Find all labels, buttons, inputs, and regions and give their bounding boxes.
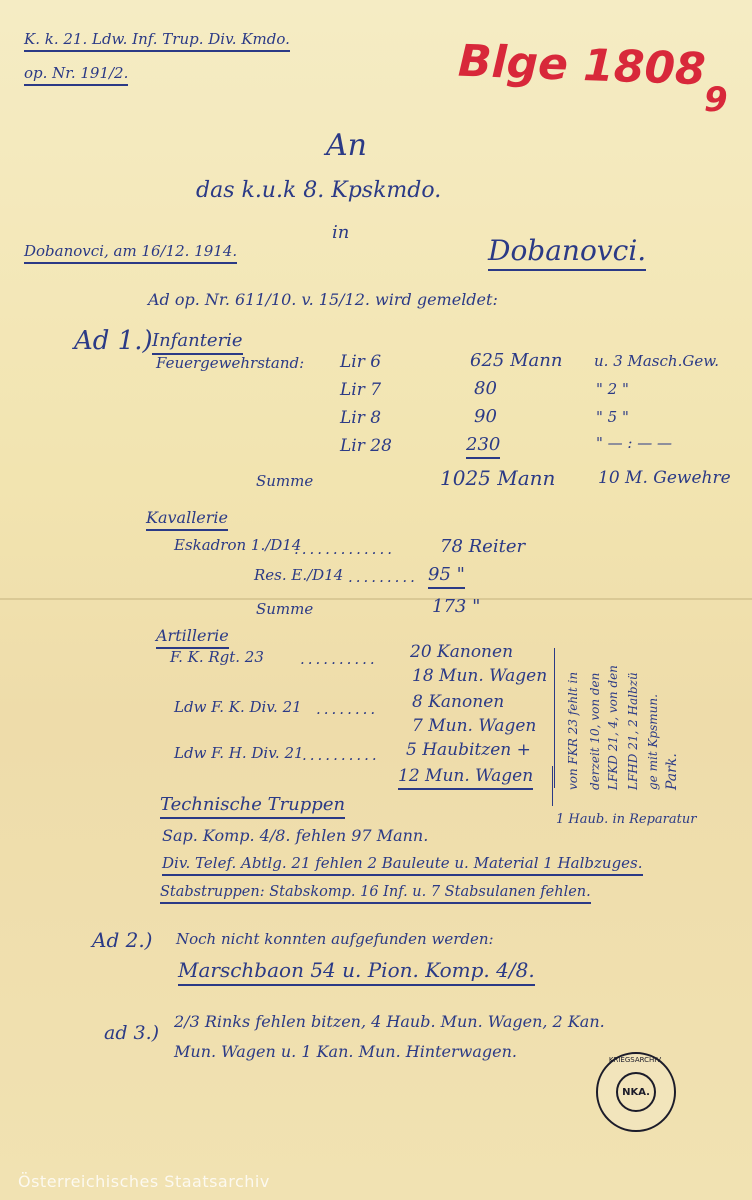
infantry-value: 230 <box>466 434 500 459</box>
cavalry-sum-label: Summe <box>256 600 314 618</box>
artillery-value: 12 Mun. Wagen <box>398 766 533 790</box>
artillery-unit: Ldw F. H. Div. 21 <box>174 744 304 762</box>
artillery-unit: F. K. Rgt. 23 <box>170 648 264 666</box>
stamp-ring-text: KRIEGSARCHIV <box>608 1056 662 1064</box>
artillery-value: 7 Mun. Wagen <box>412 716 537 736</box>
address-an: An <box>326 128 367 163</box>
unit-heading: K. k. 21. Ldw. Inf. Trup. Div. Kmdo. <box>24 30 290 52</box>
address-in: in <box>332 222 350 243</box>
infantry-row-label: Feuergewehrstand: <box>156 354 305 372</box>
artillery-side-note: derzeit 10, von den <box>588 672 602 790</box>
cavalry-unit: Res. E./D14 <box>254 566 344 584</box>
paper-fold <box>0 598 752 600</box>
infantry-extra: " 2 " <box>596 380 629 398</box>
section2-line: Marschbaon 54 u. Pion. Komp. 4/8. <box>178 958 535 986</box>
section2-label: Ad 2.) <box>92 928 153 952</box>
artillery-unit: Ldw F. K. Div. 21 <box>174 698 302 716</box>
cavalry-unit: Eskadron 1./D14 <box>174 536 302 554</box>
artillery-value: 5 Haubitzen + <box>406 740 531 760</box>
infantry-unit: Lir 7 <box>340 380 382 400</box>
infantry-extra: " — : — — <box>596 434 673 452</box>
cavalry-value: 78 Reiter <box>440 536 526 557</box>
reserve-note: 1 Haub. in Reparatur <box>556 812 697 827</box>
artillery-leader: .......... <box>300 650 378 668</box>
note-arrow <box>552 766 559 806</box>
infantry-unit: Lir 8 <box>340 408 382 428</box>
section3-line: 2/3 Rinks fehlen bitzen, 4 Haub. Mun. Wagen, 2 Kan. <box>174 1012 605 1031</box>
watermark: Österreichisches Staatsarchiv <box>18 1172 270 1191</box>
infantry-unit: Lir 28 <box>340 436 392 456</box>
infantry-extra: " 5 " <box>596 408 629 426</box>
technical-line: Stabstruppen: Stabskomp. 16 Inf. u. 7 Stabsulanen fehlen. <box>160 884 591 904</box>
technical-line: Sap. Komp. 4/8. fehlen 97 Mann. <box>162 826 429 845</box>
infantry-extra: u. 3 Masch.Gew. <box>594 352 720 370</box>
artillery-side-note: von FKR 23 fehlt in <box>566 671 580 790</box>
infantry-sum-value: 1025 Mann <box>440 466 556 490</box>
artillery-value: 8 Kanonen <box>412 692 505 712</box>
cavalry-leader: ......... <box>348 568 418 586</box>
infantry-title: Infanterie <box>152 330 243 355</box>
intro-line: Ad op. Nr. 611/10. v. 15/12. wird gemeldet: <box>148 290 498 309</box>
artillery-side-note: LFKD 21, 4, von den <box>606 665 620 790</box>
infantry-sum-extra: 10 M. Gewehre <box>598 468 731 488</box>
address-recipient: das k.u.k 8. Kpskmdo. <box>196 178 442 203</box>
cavalry-sum-value: 173 " <box>432 596 481 617</box>
infantry-unit: Lir 6 <box>340 352 382 372</box>
technical-line: Div. Telef. Abtlg. 21 fehlen 2 Bauleute u. Material 1 Halbzuges. <box>162 854 643 876</box>
cavalry-value: 95 " <box>428 564 465 589</box>
cavalry-leader: ............. <box>294 540 395 558</box>
archive-stamp <box>596 1052 676 1132</box>
artillery-side-note: ge mit Kpsmun. <box>646 694 660 790</box>
address-place: Dobanovci. <box>488 234 646 271</box>
section1-label: Ad 1.) <box>74 326 153 356</box>
section3-line: Mun. Wagen u. 1 Kan. Mun. Hinterwagen. <box>174 1042 517 1061</box>
archive-mark: Blge 1808 <box>457 35 707 96</box>
artillery-leader: ........ <box>316 700 379 718</box>
artillery-title: Artillerie <box>156 626 229 649</box>
artillery-side-note: Park. <box>664 753 680 790</box>
cavalry-title: Kavallerie <box>146 508 228 531</box>
artillery-leader: .......... <box>302 746 380 764</box>
artillery-value: 20 Kanonen <box>410 642 514 662</box>
op-number: op. Nr. 191/2. <box>24 64 128 86</box>
page-number: 9 <box>704 80 728 120</box>
artillery-side-note: LFHD 21, 2 Halbzü <box>626 672 640 790</box>
stamp-center: NKA. <box>616 1072 656 1112</box>
artillery-value: 18 Mun. Wagen <box>412 666 548 686</box>
section3-label: ad 3.) <box>104 1022 160 1044</box>
section2-line: Noch nicht konnten aufgefunden werden: <box>176 930 494 948</box>
infantry-sum-label: Summe <box>256 472 314 490</box>
infantry-value: 90 <box>474 406 497 427</box>
infantry-value: 80 <box>474 378 497 399</box>
infantry-value: 625 Mann <box>470 350 563 371</box>
technical-title: Technische Truppen <box>160 794 345 819</box>
dateline: Dobanovci, am 16/12. 1914. <box>24 242 237 264</box>
